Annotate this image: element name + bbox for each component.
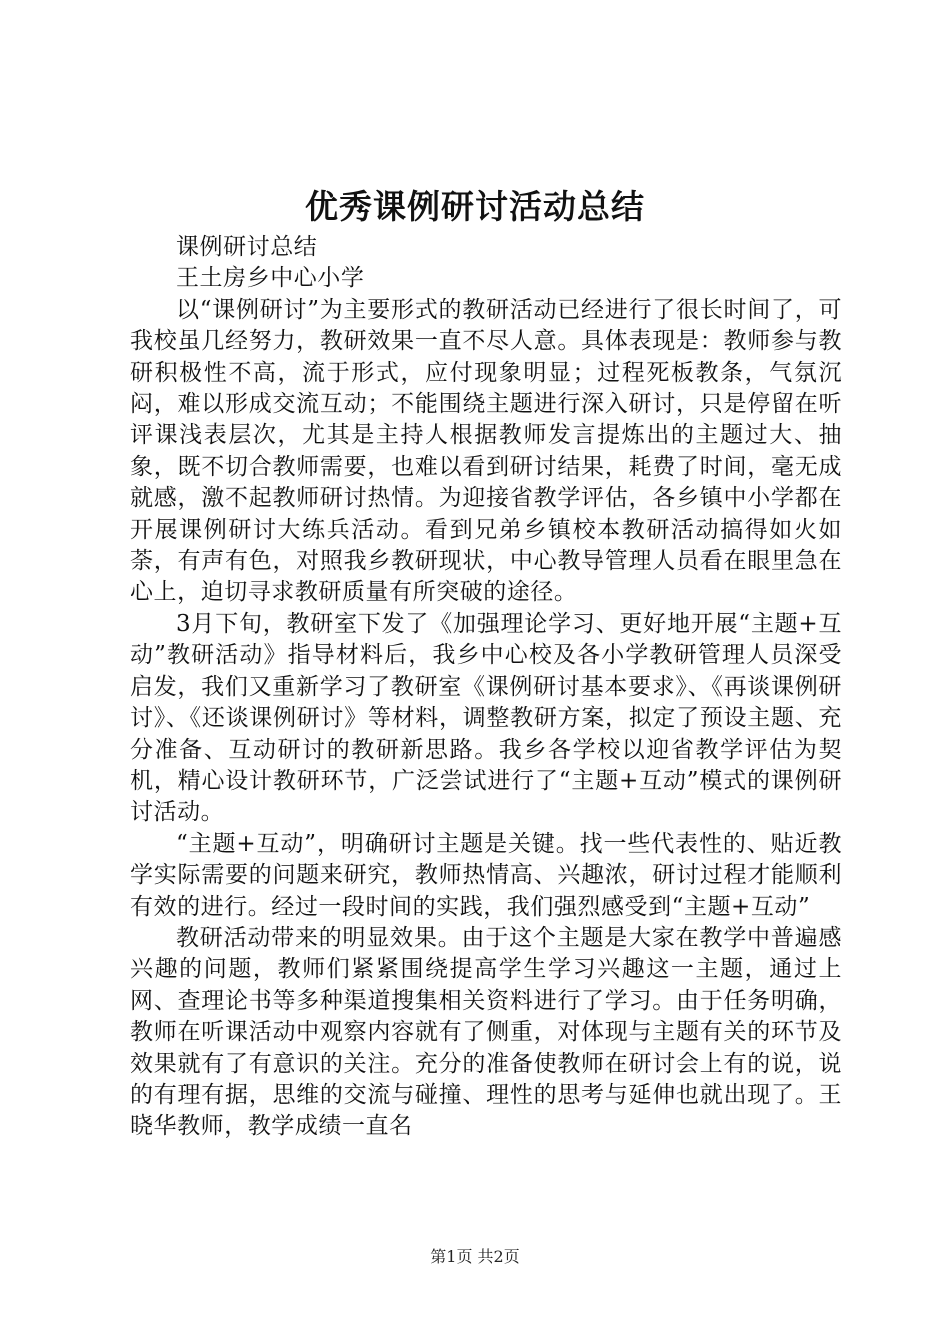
page-number: 第1页 共2页 <box>430 1247 520 1266</box>
paragraph-4: 教研活动带来的明显效果。由于这个主题是大家在教学中普遍感兴趣的问题，教师们紧紧围绕提高学生学习兴趣这一主题，通过上网、查理论书等多种渠道搜集相关资料进行了学习。由于任务明确，教师在听课活动中观察内容就有了侧重，对体现与主题有关的环节及效果就有了有意识的关注。充分的准备使教师在研讨会上有的说，说的有理有据，思维的交流与碰撞、理性的思考与延伸也就出现了。王晓华教师，教学成绩一直名 <box>130 924 842 1140</box>
paragraph-school: 王土房乡中心小学 <box>176 265 365 292</box>
document-title: 优秀课例研讨活动总结 <box>305 187 645 226</box>
paragraph-3: “主题+互动”，明确研讨主题是关键。找一些代表性的、贴近教学实际需要的问题来研究，教师热情高、兴趣浓，研讨过程才能顺利有效的进行。经过一段时间的实践，我们强烈感受到“主题+互动” <box>130 830 842 920</box>
paragraph-2: 3月下旬，教研室下发了《加强理论学习、更好地开展“主题+互动”教研活动》指导材料后，我乡中心校及各小学教研管理人员深受启发，我们又重新学习了教研室《课例研讨基本要求》、《再谈课例研讨》、《还谈课例研讨》等材料，调整教研方案，拟定了预设主题、充分准备、互动研讨的教研新思路。我乡各学校以迎省教学评估为契机，精心设计教研环节，广泛尝试进行了“主题+互动”模式的课例研讨活动。 <box>130 610 842 826</box>
paragraph-subtitle: 课例研讨总结 <box>176 234 318 260</box>
paragraph-1: 以“课例研讨”为主要形式的教研活动已经进行了很长时间了，可我校虽几经努力，教研效果一直不尽人意。具体表现是：教师参与教研积极性不高，流于形式，应付现象明显；过程死板教条，气氛沉闷，难以形成交流互动；不能围绕主题进行深入研讨，只是停留在听评课浅表层次，尤其是主持人根据教师发言提炼出的主题过大、抽象，既不切合教师需要，也难以看到研讨结果，耗费了时间，毫无成就感，激不起教师研讨热情。为迎接省教学评估，各乡镇中小学都在开展课例研讨大练兵活动。看到兄弟乡镇校本教研活动搞得如火如荼，有声有色，对照我乡教研现状，中心教导管理人员看在眼里急在心上，迫切寻求教研质量有所突破的途径。 <box>130 296 842 606</box>
document-body <box>130 232 842 1143</box>
